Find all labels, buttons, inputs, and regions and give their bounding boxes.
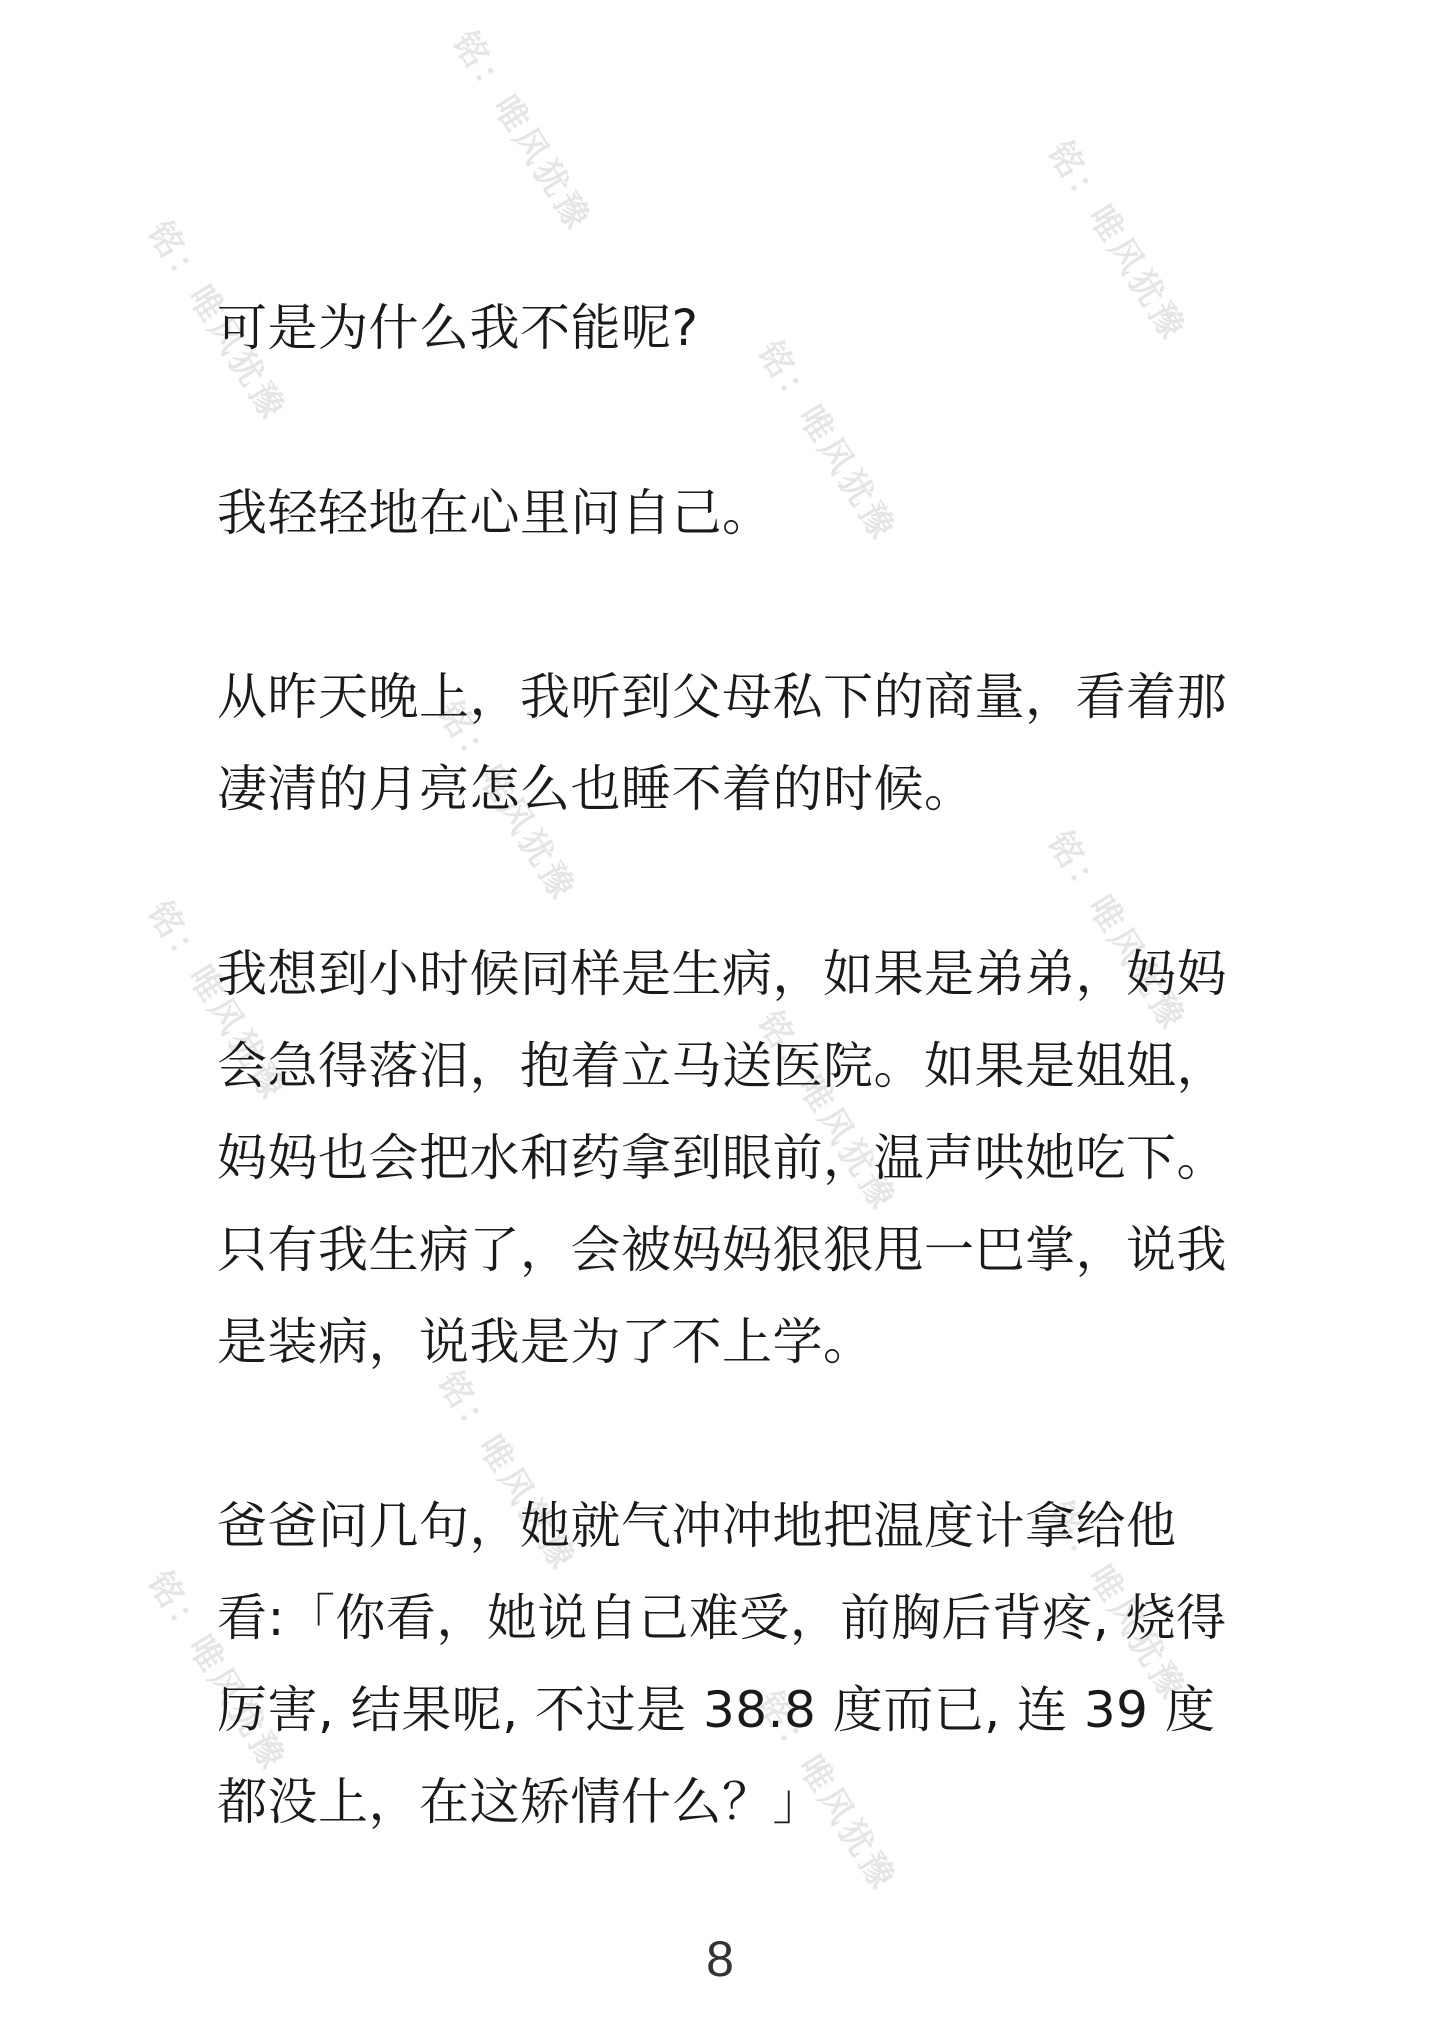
watermark: 铭：唯风犹豫: [1039, 1494, 1195, 1709]
watermark: 铭：唯风犹豫: [749, 1004, 905, 1219]
page-number: 8: [706, 1931, 734, 1987]
paragraph: 从昨天晚上，我听到父母私下的商量，看着那凄清的月亮怎么也睡不着的时候。: [217, 668, 1227, 818]
watermark: 铭：唯风犹豫: [1039, 824, 1195, 1039]
watermark: 铭：唯风犹豫: [139, 1564, 295, 1779]
watermark: 铭：唯风犹豫: [749, 334, 905, 549]
watermark: 铭：唯风犹豫: [139, 214, 295, 429]
watermark: 铭：唯风犹豫: [139, 894, 295, 1109]
watermark: 铭：唯风犹豫: [749, 1684, 905, 1899]
watermark: 铭：唯风犹豫: [1039, 134, 1195, 349]
paragraph: 爸爸问几句，她就气冲冲地把温度计拿给他看:「你看，她说自己难受，前胸后背疼, 烧得厉害, 结果呢, 不过是 38.8 度而已, 连 39 度都没上，在这矫情什么？」: [217, 1497, 1227, 1831]
watermark: 铭：唯风犹豫: [429, 1364, 585, 1579]
paragraph: 我轻轻地在心里问自己。: [217, 484, 773, 542]
watermark: 铭：唯风犹豫: [444, 24, 600, 239]
paragraph: 可是为什么我不能呢?: [217, 299, 699, 357]
paragraph: 我想到小时候同样是生病，如果是弟弟，妈妈会急得落泪，抱着立马送医院。如果是姐姐，妈妈也会把水和药拿到眼前，温声哄她吃下。只有我生病了，会被妈妈狠狠甩一巴掌，说我是装病，说我是为了不上学。: [217, 945, 1227, 1371]
watermark: 铭：唯风犹豫: [429, 694, 585, 909]
